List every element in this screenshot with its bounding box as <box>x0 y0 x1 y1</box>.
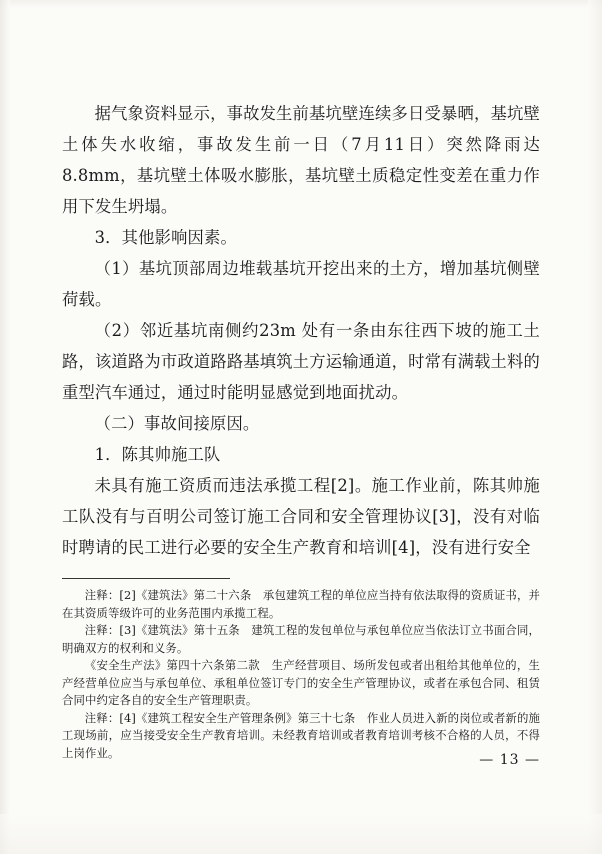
scan-edge-right <box>588 0 602 854</box>
document-body <box>62 98 540 563</box>
body-paragraph: （二）事故间接原因。 <box>94 414 260 433</box>
body-paragraph: 3．其他影响因素。 <box>94 228 238 247</box>
footnote-divider <box>62 578 230 579</box>
footnote-item: 《安全生产法》第四十六条第二款 生产经营项目、场所发包或者出租给其他单位的，生产经营单位应当与承包单位、承租单位签订专门的安全生产管理协议，或者在承包合同、租赁合同中约定各自的安全生产管理职责。 <box>62 658 540 707</box>
scan-edge-bottom <box>0 814 602 854</box>
body-paragraph: （1）基坑顶部周边堆载基坑开挖出来的土方，增加基坑侧壁荷载。 <box>62 259 540 309</box>
scan-edge-top <box>0 0 602 8</box>
footnote-item: 注释：[2]《建筑法》第二十六条 承包建筑工程的单位应当持有依法取得的资质证书，并在其资质等级许可的业务范围内承揽工程。 <box>62 588 540 620</box>
footnote-item: 注释：[3]《建筑法》第十五条 建筑工程的发包单位与承包单位应当依法订立书面合同，明确双方的权利和义务。 <box>62 623 540 655</box>
body-paragraph: 未具有施工资质而违法承揽工程[2]。施工作业前，陈其帅施工队没有与百明公司签订施工合同和安全管理协议[3]，没有对临时聘请的民工进行必要的安全生产教育和培训[4]，没有进行安全 <box>62 476 540 557</box>
scan-edge-left <box>0 0 10 854</box>
body-paragraph: 据气象资料显示，事故发生前基坑壁连续多日受暴晒，基坑壁土体失水收缩，事故发生前一日（7月11日）突然降雨达8.8mm，基坑壁土体吸水膨胀，基坑壁土质稳定性变差在重力作用下发生坍塌。 <box>62 104 540 216</box>
body-paragraph: 1．陈其帅施工队 <box>94 445 221 464</box>
footnote-item: 注释：[4]《建筑工程安全生产管理条例》第三十七条 作业人员进入新的岗位或者新的施工现场前，应当接受安全生产教育培训。未经教育培训或者教育培训考核不合格的人员，不得上岗作业。 <box>62 710 540 760</box>
page-number: — 13 — <box>479 752 540 768</box>
body-paragraph: （2）邻近基坑南侧约23m 处有一条由东往西下坡的施工土路，该道路为市政道路路基填筑土方运输通道，时常有满载土料的重型汽车通过，通过时能明显感觉到地面扰动。 <box>62 321 540 402</box>
footnote-section <box>62 578 540 762</box>
